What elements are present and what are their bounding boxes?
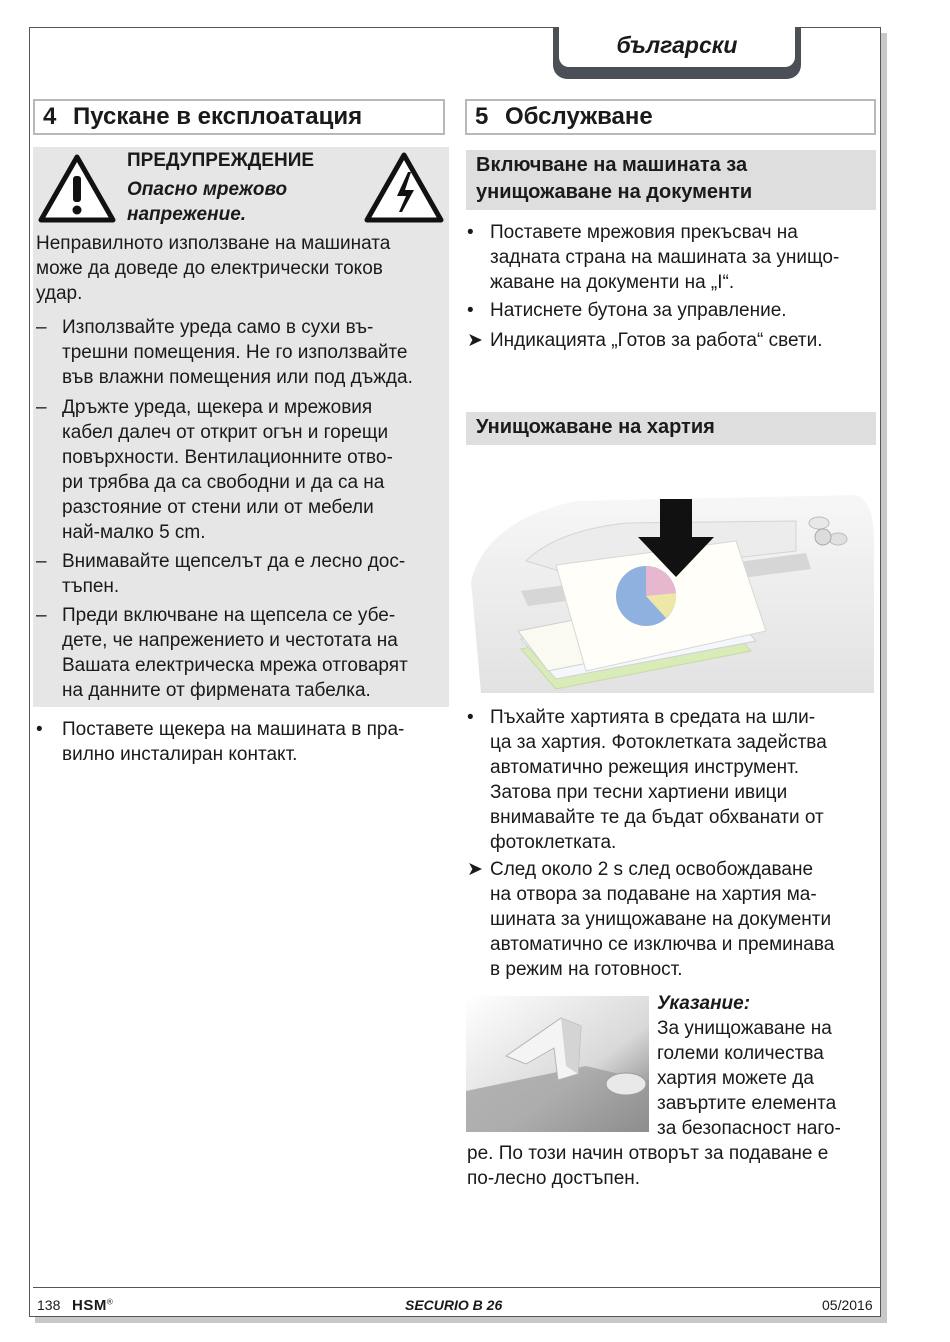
section-title: Обслужване <box>505 103 653 130</box>
page-number: 138 <box>37 1297 61 1313</box>
bullet-marker: • <box>36 719 43 740</box>
section-title: Пускане в експлоатация <box>73 103 363 130</box>
bullet-marker: • <box>467 707 474 728</box>
item-line: ри трябва да са свободни и да са на <box>62 472 385 493</box>
item-line: След около 2 s след освобождаване <box>490 859 814 880</box>
dash-marker: – <box>36 397 47 418</box>
subheading-line: Включване на машината за <box>476 154 748 176</box>
item-line: вилно инсталиран контакт. <box>62 744 298 765</box>
item-line: Поставете щекера на машината в пра- <box>62 719 405 740</box>
item-line: автоматично режещия инструмент. <box>490 757 800 778</box>
warning-subtitle: напрежение. <box>127 204 247 225</box>
note-line: за безопасност наго- <box>657 1118 841 1139</box>
item-line: шината за унищожаване на документи <box>490 909 832 930</box>
registered-mark: ® <box>106 1297 113 1307</box>
item-line: повърхности. Вентилационните отво- <box>62 447 393 468</box>
item-line: Вашата електрическа мрежа отговарят <box>62 655 408 676</box>
item-line: в режим на готовност. <box>490 959 683 980</box>
item-line: жаване на документи на „I“. <box>490 272 735 293</box>
brand-logo <box>72 1297 113 1314</box>
section-number: 5 <box>475 103 489 130</box>
item-line: във влажни помещения или под дъжда. <box>62 367 413 388</box>
item-line: на отвора за подаване на хартия ма- <box>490 884 817 905</box>
note-line: големи количества <box>657 1043 824 1064</box>
dash-marker: – <box>36 605 47 626</box>
subheading-shredding: Унищожаване на хартия <box>466 412 876 445</box>
item-line: най-малко 5 cm. <box>62 522 206 543</box>
item-line: Затова при тесни хартиени ивици <box>490 782 788 803</box>
note-line: по-лесно достъпен. <box>467 1168 641 1189</box>
item-line: Преди включване на щепсела се убе- <box>62 605 396 626</box>
section-number: 4 <box>43 103 57 130</box>
subheading-line: унищожаване на документи <box>476 181 753 203</box>
item-line: тъпен. <box>62 576 120 597</box>
item-line: Използвайте уреда само в сухи въ- <box>62 317 374 338</box>
model-name: SECURIO B 26 <box>405 1297 503 1313</box>
warning-intro: удар. <box>36 283 83 304</box>
arrow-marker: ➤ <box>467 859 483 880</box>
item-line: трешни помещения. Не го използвайте <box>62 342 408 363</box>
warning-intro: може да доведе до електрически токов <box>36 258 383 279</box>
subheading-switch-on <box>466 150 876 210</box>
item-line: Пъхайте хартията в средата на шли- <box>490 707 816 728</box>
down-arrow-icon <box>636 497 716 579</box>
note-line: хартия можете да <box>657 1068 814 1089</box>
bullet-marker: • <box>467 222 474 243</box>
dash-marker: – <box>36 551 47 572</box>
footer-divider <box>33 1287 881 1288</box>
high-voltage-icon <box>364 152 444 224</box>
brand-name: HSM <box>72 1297 107 1314</box>
item-line: Натиснете бутона за управление. <box>490 300 787 321</box>
item-line: Поставете мрежовия прекъсвач на <box>490 222 798 243</box>
item-line: разстояние от стени или от мебели <box>62 497 374 518</box>
note-line: За унищожаване на <box>657 1018 832 1039</box>
frame-shadow <box>881 33 887 1323</box>
warning-subtitle: Опасно мрежово <box>127 179 288 200</box>
item-line: дете, че напрежението и честотата на <box>62 630 398 651</box>
item-line: ца за хартия. Фотоклетката задейства <box>490 732 827 753</box>
frame-shadow <box>35 1317 887 1323</box>
item-line: задната страна на машината за унищо- <box>490 247 840 268</box>
warning-intro: Неправилното използване на машината <box>36 233 391 254</box>
item-line: автоматично се изключва и преминава <box>490 934 835 955</box>
note-line: завъртите елемента <box>657 1093 837 1114</box>
item-line: фотоклетката. <box>490 832 617 853</box>
section-heading-4 <box>33 99 445 135</box>
safety-element-photo <box>466 996 649 1132</box>
item-line: Внимавайте щепселът да е лесно дос- <box>62 551 406 572</box>
item-line: Индикацията „Готов за работа“ свети. <box>490 330 823 351</box>
warning-title: ПРЕДУПРЕЖДЕНИЕ <box>127 150 315 171</box>
language-label: български <box>559 27 795 67</box>
warning-triangle-icon <box>38 154 116 224</box>
note-line: ре. По този начин отворът за подаване е <box>467 1143 829 1164</box>
dash-marker: – <box>36 317 47 338</box>
note-title: Указание: <box>657 993 751 1014</box>
item-line: Дръжте уреда, щекера и мрежовия <box>62 397 373 418</box>
item-line: на данните от фирмената табелка. <box>62 680 371 701</box>
item-line: кабел далеч от открит огън и горещи <box>62 422 389 443</box>
publication-date: 05/2016 <box>822 1297 873 1313</box>
item-line: внимавайте те да бъдат обхванати от <box>490 807 824 828</box>
section-heading-5 <box>465 99 876 135</box>
bullet-marker: • <box>467 300 474 321</box>
arrow-marker: ➤ <box>467 330 483 351</box>
